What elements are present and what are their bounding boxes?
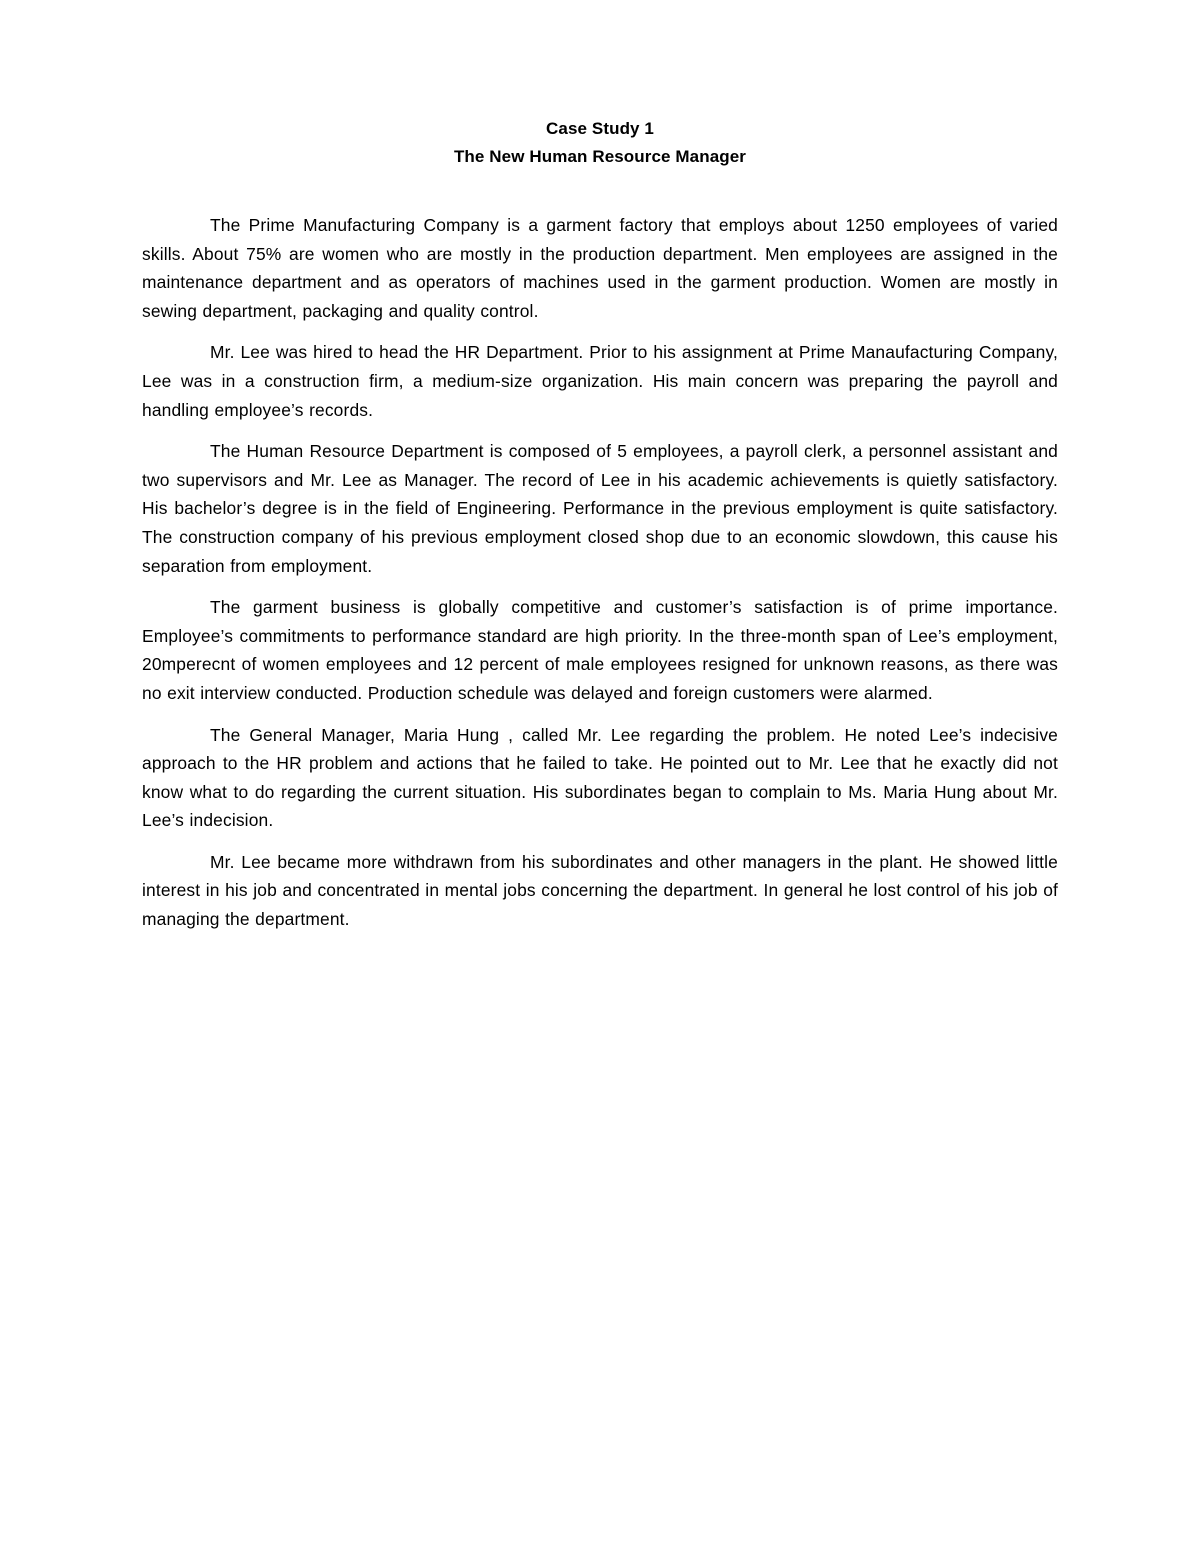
paragraph-company-overview: The Prime Manufacturing Company is a garment factory that employs about 1250 employees of varied skills. About 75% are women who are mostly in the production department. Men employees are assigned in the maintenance department and as operators of machines used in the garment production. Women are mostly in sewing department, packaging and quality control. — [142, 215, 1058, 321]
document-content — [142, 115, 1058, 947]
title-block — [142, 115, 1058, 171]
paragraph-hr-department: The Human Resource Department is composed of 5 employees, a payroll clerk, a personnel assistant and two supervisors and Mr. Lee as Manager. The record of Lee in his academic achievements is quietly satisfactory. His bachelor’s degree is in the field of Engineering. Performance in the previous employment is quite satisfactory. The construction company of his previous employment closed shop due to an economic slowdown, this cause his separation from employment. — [142, 441, 1058, 576]
paragraph-mr-lee-hired: Mr. Lee was hired to head the HR Department. Prior to his assignment at Prime Manaufacturing Company, Lee was in a construction firm, a medium-size organization. His main concern was preparing the payroll and handling employee’s records. — [142, 342, 1058, 420]
paragraph-mr-lee-withdrawn: Mr. Lee became more withdrawn from his subordinates and other managers in the plant. He showed little interest in his job and concentrated in mental jobs concerning the department. In general he lost control of his job of managing the department. — [142, 851, 1058, 930]
paragraph-general-manager: The General Manager, Maria Hung , called Mr. Lee regarding the problem. He noted Lee’s indecisive approach to the HR problem and actions that he failed to take. He pointed out to Mr. Lee that he exactly did not know what to do regarding the current situation. His subordinates began to complain to Ms. Maria Hung about Mr. Lee’s indecision. — [142, 724, 1058, 831]
paragraph-garment-business: The garment business is globally competitive and customer’s satisfaction is of prime importance. Employee’s commitments to performance standard are high priority. In the three-month span of Lee’s employment, 20mperecnt of women employees and 12 percent of male employees resigned for unknown reasons, as there was no exit interview conducted. Production schedule was delayed and foreign customers were alarmed. — [142, 597, 1058, 703]
document-title: The New Human Resource Manager — [453, 147, 747, 166]
case-study-heading: Case Study 1 — [546, 119, 654, 138]
document-body — [142, 211, 1058, 934]
